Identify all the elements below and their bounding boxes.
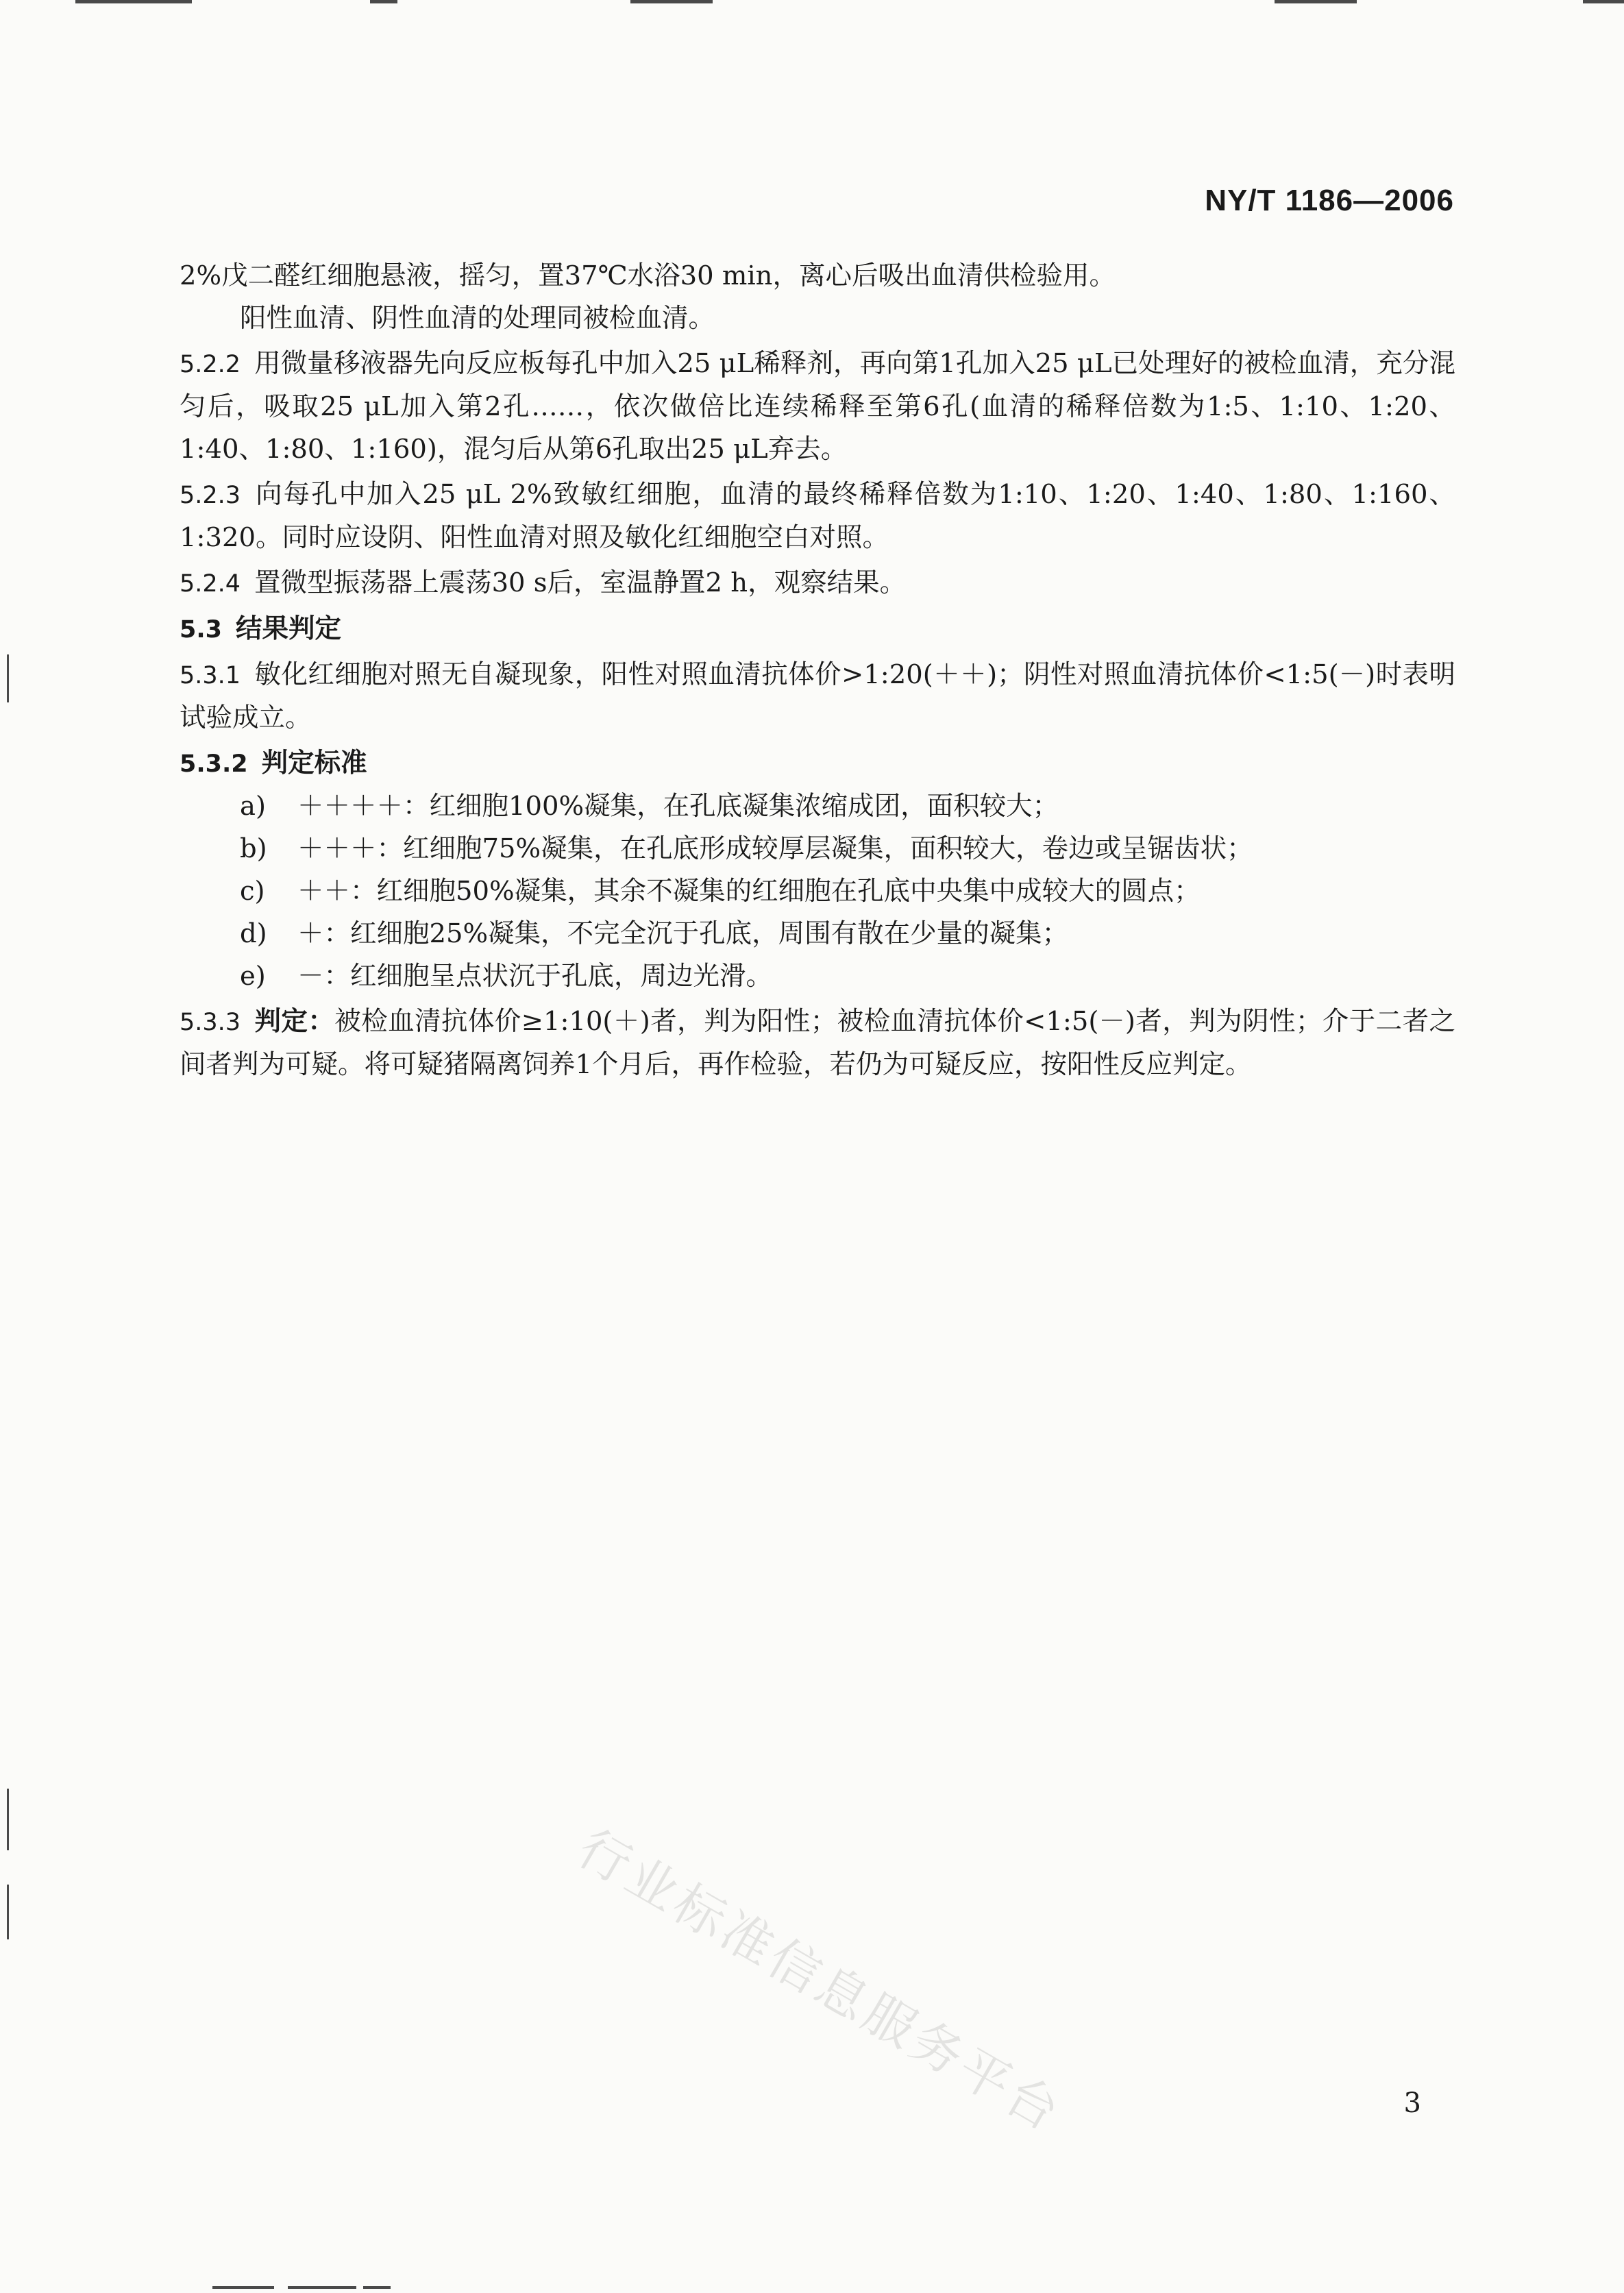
item-text: －：红细胞呈点状沉于孔底，周边光滑。 bbox=[297, 961, 773, 992]
scan-artifact-top-3 bbox=[630, 0, 713, 3]
item-text: ＋＋＋：红细胞75%凝集，在孔底形成较厚层凝集，面积较大，卷边或呈锯齿状； bbox=[297, 833, 1253, 864]
item-letter: a) bbox=[240, 791, 266, 822]
scan-artifact-left-3 bbox=[7, 1885, 9, 1939]
page-number: 3 bbox=[1403, 2087, 1421, 2119]
clause-number: 5.3.3 bbox=[180, 1009, 241, 1036]
document-body bbox=[180, 255, 1455, 1086]
scan-artifact-top-4 bbox=[1275, 0, 1357, 3]
clause-number: 5.2.2 bbox=[180, 351, 241, 378]
item-text: ＋：红细胞25%凝集，不完全沉于孔底，周围有散在少量的凝集； bbox=[297, 918, 1069, 949]
clause-text: 向每孔中加入25 μL 2%致敏红细胞，血清的最终稀释倍数为1:10、1:20、1:40、1:80、1:160、1:320。同时应设阴、阳性血清对照及敏化红细胞空白对照。 bbox=[180, 479, 1455, 553]
criteria-item-a bbox=[180, 785, 1455, 828]
clause-5-3-1 bbox=[180, 654, 1455, 739]
section-number: 5.3 bbox=[180, 616, 223, 643]
scan-artifact-bottom-3 bbox=[363, 2286, 391, 2289]
clause-number: 5.2.3 bbox=[180, 482, 241, 509]
criteria-item-c bbox=[180, 870, 1455, 913]
section-5-3-heading bbox=[180, 608, 1455, 651]
clause-5-3-2-heading bbox=[180, 742, 1455, 785]
item-text: ＋＋：红细胞50%凝集，其余不凝集的红细胞在孔底中央集中成较大的圆点； bbox=[297, 876, 1201, 907]
clause-5-2-3 bbox=[180, 474, 1455, 559]
scan-artifact-bottom-2 bbox=[288, 2286, 356, 2289]
clause-text: 敏化红细胞对照无自凝现象，阳性对照血清抗体价>1:20(＋＋)；阴性对照血清抗体价<1:5(－)时表明试验成立。 bbox=[180, 659, 1455, 733]
clause-5-2-2 bbox=[180, 343, 1455, 471]
clause-number: 5.3.1 bbox=[180, 662, 241, 689]
document-code: NY/T 1186—2006 bbox=[1205, 184, 1454, 217]
clause-text: 用微量移液器先向反应板每孔中加入25 μL稀释剂，再向第1孔加入25 μL已处理好的被检血清，充分混匀后，吸取25 μL加入第2孔……，依次做倍比连续稀释至第6孔(血清的稀释倍数为1:5、1:10、1:20、1:40、1:80、1:160)，混匀后从第6孔取出25 μL弃去。 bbox=[180, 348, 1455, 465]
section-title: 结果判定 bbox=[236, 613, 342, 644]
clause-number: 5.3.2 bbox=[180, 750, 248, 778]
criteria-item-d bbox=[180, 913, 1455, 955]
item-letter: e) bbox=[240, 961, 266, 992]
scan-artifact-left-2 bbox=[7, 1789, 9, 1850]
clause-title: 判定标准 bbox=[261, 748, 367, 778]
clause-text: 被检血清抗体价≥1:10(＋)者，判为阳性；被检血清抗体价<1:5(－)者，判为阴性；介于二者之间者判为可疑。将可疑猪隔离饲养1个月后，再作检验，若仍为可疑反应，按阳性反应判定。 bbox=[180, 1006, 1455, 1080]
item-text: ＋＋＋＋：红细胞100%凝集，在孔底凝集浓缩成团，面积较大； bbox=[297, 791, 1059, 822]
clause-number: 5.2.4 bbox=[180, 570, 241, 598]
criteria-item-e bbox=[180, 955, 1455, 998]
item-letter: b) bbox=[240, 833, 267, 864]
scan-artifact-top-5 bbox=[1583, 0, 1624, 3]
scan-artifact-left-1 bbox=[7, 654, 9, 702]
scan-artifact-top-1 bbox=[75, 0, 192, 3]
criteria-item-b bbox=[180, 828, 1455, 870]
paragraph-serum-handling: 阳性血清、阴性血清的处理同被检血清。 bbox=[240, 303, 715, 334]
scan-artifact-bottom-1 bbox=[212, 2286, 274, 2289]
clause-lead: 判定： bbox=[254, 1006, 335, 1037]
clause-5-3-3 bbox=[180, 1001, 1455, 1086]
watermark: 行业标准信息服务平台 bbox=[568, 1818, 1072, 2144]
scan-artifact-top-2 bbox=[370, 0, 397, 3]
clause-5-2-4 bbox=[180, 562, 1455, 605]
paragraph-continuation: 2%戊二醛红细胞悬液，摇匀，置37℃水浴30 min，离心后吸出血清供检验用。 bbox=[180, 260, 1116, 291]
item-letter: c) bbox=[240, 876, 265, 907]
clause-text: 置微型振荡器上震荡30 s后，室温静置2 h，观察结果。 bbox=[254, 567, 907, 598]
item-letter: d) bbox=[240, 918, 267, 949]
